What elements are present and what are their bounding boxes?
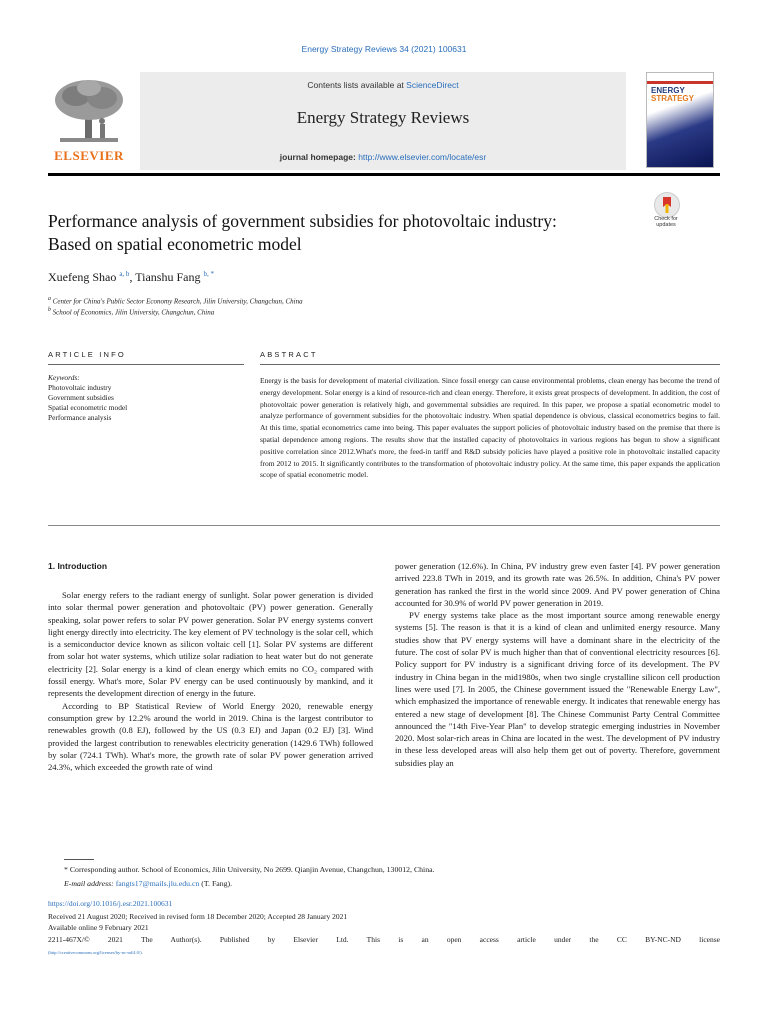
author-name[interactable]: Xuefeng Shao xyxy=(48,270,117,284)
author-affiliation-marks[interactable]: b, * xyxy=(203,270,214,278)
journal-masthead xyxy=(48,72,720,170)
keywords-block xyxy=(48,373,244,423)
article-title-line-2: Based on spatial econometric model xyxy=(48,234,302,254)
abstract-body: Energy is the basis for development of material civilization. Since fossil energy can cause environmental problems, clean energy has become the trend of energy development. Solar energy is a kind of resource-rich and clean energy. Therefore, it exists great prospects of development. In addition, the cost of photovoltaic power generation is relatively high, and governmental subsidies are required. In this paper, we propose a spatial econometric model to analyze performance of government subsidies for the photovoltaic industry. When spatial dependence is obvious, classical econometrics begins to fail. At this time, spatial econometrics came into being. This paper evaluates the support policies of photovoltaic industry based on the premise that there is spatial dependence among regions. The results show that the installed capacity of photovoltaics in various regions has begun to show a significant positive correlation since 2012.What's more, the feed-in tariff and R&D subsidy policies have played a positive role in photovoltaic installed capacity from 2012 to 2015. It significantly contributes to the transformation of photovoltaic industry policy. At the same time, this paper expands the application scope of spatial econometric model. xyxy=(260,376,720,480)
cover-title-energy: ENERGY xyxy=(651,86,685,95)
affiliation-a xyxy=(48,296,303,305)
affiliation-text: Center for China's Public Sector Economy Research, Jilin University, Changchun, China xyxy=(52,297,303,306)
article-title-line-1: Performance analysis of government subsidies for photovoltaic industry: xyxy=(48,211,557,231)
abstract-heading: ABSTRACT xyxy=(260,350,318,359)
affiliation-b xyxy=(48,307,214,316)
article-info-heading: ARTICLE INFO xyxy=(48,350,126,359)
keyword-item: Photovoltaic industry xyxy=(48,383,112,392)
doi-link[interactable]: https://doi.org/10.1016/j.esr.2021.100631 xyxy=(48,899,173,908)
affiliation-text: School of Economics, Jilin University, Changchun, China xyxy=(52,308,215,317)
email-note xyxy=(64,879,232,888)
available-online-date: Available online 9 February 2021 xyxy=(48,923,149,932)
abstract-divider xyxy=(260,364,720,365)
body-paragraph: Solar energy refers to the radiant energy of sunlight. Solar power generation is divided into solar thermal power generation and photovoltaic (PV) power generation. Generally speaking, solar power refers to solar PV power generation. Solar PV energy systems convert light energy directly into electricity. The key element of PV technology is the solar cell, which is a semiconductor device known as silicon voltaic cell [1]. Solar PV systems are different from solar hot water systems, which utilize solar radiation to heat water but do not generate electricity [2]. Solar energy is a kind of clean energy which emits no CO₂ compared with fossil energy. What's more, Solar PV energy can be used continuously by mankind, and it represents the development direction of energy in the future. xyxy=(48,590,373,699)
corresponding-author-note: * Corresponding author. School of Economics, Jilin University, No 2699. Qianjin Avenue, Changchun, 130012, China. xyxy=(64,865,435,874)
license-statement: 2211-467X/© 2021 The Author(s). Published by Elsevier Ltd. This is an open access article under the CC BY-NC-ND license xyxy=(48,935,720,944)
article-title xyxy=(48,210,648,256)
crossmark-icon xyxy=(654,192,680,218)
sciencedirect-link[interactable]: ScienceDirect xyxy=(406,80,459,90)
homepage-link[interactable]: http://www.elsevier.com/locate/esr xyxy=(358,152,487,162)
cover-title-strategy: STRATEGY xyxy=(651,94,694,103)
section-heading-introduction: 1. Introduction xyxy=(48,561,108,571)
keyword-item: Government subsidies xyxy=(48,393,114,402)
affiliation-mark: a xyxy=(48,296,51,302)
author-affiliation-marks[interactable]: a, b xyxy=(119,270,130,278)
received-dates: Received 21 August 2020; Received in revised form 18 December 2020; Accepted 28 January 2021 xyxy=(48,912,348,921)
license-link[interactable]: (http://creativecommons.org/licenses/by-nc-nd/4.0/). xyxy=(48,950,143,955)
masthead-banner xyxy=(140,72,626,170)
journal-cover-thumbnail[interactable] xyxy=(646,72,714,168)
keywords-label: Keywords: xyxy=(48,373,80,382)
author-name[interactable]: Tianshu Fang xyxy=(135,270,201,284)
contents-prefix: Contents lists available at xyxy=(307,80,407,90)
keyword-item: Spatial econometric model xyxy=(48,403,128,412)
journal-homepage-line xyxy=(140,152,626,162)
keyword-item: Performance analysis xyxy=(48,413,112,422)
tree-icon xyxy=(48,76,130,150)
body-paragraph: PV energy systems take place as the most important source among renewable energy systems [5]. The reason is that it is a kind of clean and unlimited energy resource. Many studies show that PV energy systems will have a dominant share in the electricity of the future. The cost of solar PV is much higher than that of conventional electricity resources [6]. Policy support for PV industry is a significant driving force of its development. The PV industry in China began in the mid1980s, when two single crystalline silicon cell production lines were used [7]. In 2005, the Chinese government issued the "Renewable Energy Law", which emphasized the importance of renewable energy. It indicates that renewable energy has entered a new stage of development [8]. The Chinese Communist Party Central Committee announced the "14th Five-Year Plan" to develop strategic emerging industries in November 2020. Most solar-rich areas in China are located in the west. The development of PV industry in these less developed areas will also help them get out of poverty. Therefore, government subsidies play an xyxy=(395,610,720,768)
author-email-link[interactable]: fangts17@mails.jlu.edu.cn xyxy=(115,879,200,888)
journal-citation[interactable]: Energy Strategy Reviews 34 (2021) 100631 xyxy=(301,44,467,54)
check-for-updates-badge[interactable] xyxy=(648,192,684,228)
check-for-updates-label: Check for updates xyxy=(654,216,678,228)
abstract-bottom-divider xyxy=(48,525,720,526)
body-column-right xyxy=(395,560,720,769)
journal-name: Energy Strategy Reviews xyxy=(296,108,470,127)
affiliation-mark: b xyxy=(48,307,51,313)
elsevier-tree-logo[interactable] xyxy=(48,76,130,166)
elsevier-wordmark: ELSEVIER xyxy=(54,148,124,163)
email-suffix: (T. Fang). xyxy=(199,879,233,888)
cover-accent-bar xyxy=(647,81,713,84)
email-label: E-mail address: xyxy=(64,879,116,888)
body-paragraph: According to BP Statistical Review of World Energy 2020, renewable energy consumption grew by 12.2% around the world in 2019. China is the largest contributor to renewables growth (0.8 EJ), followed by the US (0.3 EJ) and Japan (0.2 EJ) [3]. Wind provided the largest contribution to renewables electricity generation (1429.6 TWh) followed by solar (724.1 TWh). What's more, the growth rate of solar PV power generation arrived 24.3%, which exceeded the growth rate of wind xyxy=(48,700,373,773)
homepage-label: journal homepage: xyxy=(279,152,359,162)
body-column-left xyxy=(48,589,373,773)
author-list: Xuefeng Shao $^{a, b}$, Tianshu Fang $^{b, *}$ xyxy=(48,270,214,284)
contents-available-line xyxy=(140,80,626,90)
article-info-divider xyxy=(48,364,244,365)
header-divider xyxy=(48,173,720,176)
footnote-divider xyxy=(64,859,94,860)
body-paragraph: power generation (12.6%). In China, PV industry grew even faster [4]. PV power generation arrived 223.8 TWh in 2019, and its growth rate was 26.5%. In addition, China's PV power generation has ranked the first in the world since 2009. And PV power generation of China accounted for 30.9% of world PV power generation in 2019. xyxy=(395,561,720,608)
